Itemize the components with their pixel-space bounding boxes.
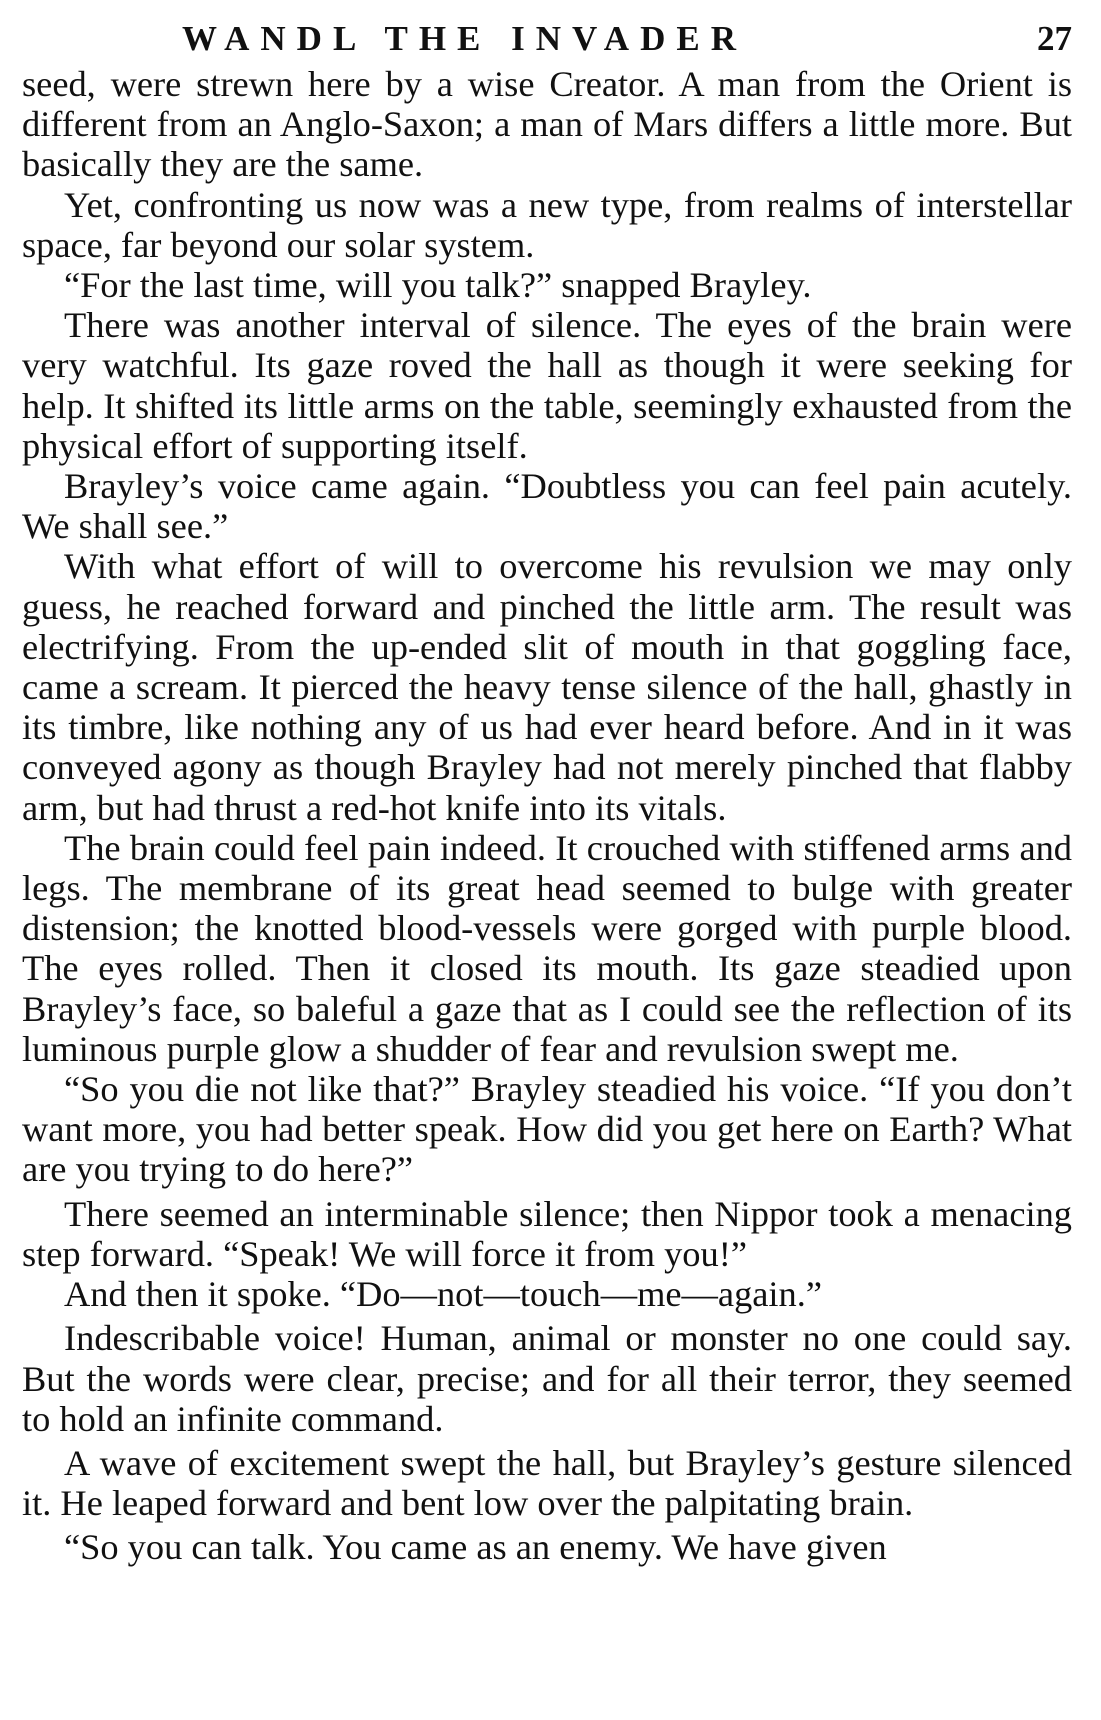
paragraph-8: “So you die not like that?” Brayley steadied his voice. “If you don’t want more, you had better speak. How did you get here on Earth? What are you trying to do here?” [22,1069,1072,1190]
body-text [22,64,1072,1568]
paragraph-9: There seemed an interminable silence; then Nippor took a menacing step forward. “Speak! We will force it from you!” [22,1193,1072,1274]
paragraph-12: A wave of excitement swept the hall, but Brayley’s gesture silenced it. He leaped forward and bent low over the palpitating brain. [22,1442,1072,1524]
book-page [22,14,1072,1568]
paragraph-1: seed, were strewn here by a wise Creator. A man from the Orient is different from an Anglo-Saxon; a man of Mars differs a little more. But basically they are the same. [22,64,1072,185]
paragraph-10: And then it spoke. “Do—not—touch—me—again.” [64,1274,822,1315]
running-head [22,14,1072,64]
paragraph-13: “So you can talk. You came as an enemy. We have given [64,1527,887,1568]
paragraph-3: “For the last time, will you talk?” snapped Brayley. [64,265,812,306]
paragraph-6: With what effort of will to overcome his revulsion we may only guess, he reached forward and pinched the little arm. The result was electrifying. From the up-ended slit of mouth in that goggling face, came a scream. It pierced the heavy tense silence of the hall, ghastly in its timbre, like nothing any of us had ever heard before. And in it was conveyed agony as though Brayley had not merely pinched that flabby arm, but had thrust a red-hot knife into its vitals. [22,546,1072,828]
paragraph-4: There was another interval of silence. The eyes of the brain were very watchful. Its gaze roved the hall as though it were seeking for help. It shifted its little arms on the table, seemingly exhausted from the physical effort of supporting itself. [22,305,1072,466]
page-number: 27 [1037,19,1072,58]
paragraph-2: Yet, confronting us now was a new type, from realms of interstellar space, far beyond our solar system. [22,184,1072,265]
running-title: WANDL THE INVADER [182,19,747,58]
paragraph-11: Indescribable voice! Human, animal or monster no one could say. But the words were clear, precise; and for all their terror, they seemed to hold an infinite command. [22,1318,1072,1439]
paragraph-7: The brain could feel pain indeed. It crouched with stiffened arms and legs. The membrane of its great head seemed to bulge with greater distension; the knotted blood-vessels were gorged with purple blood. The eyes rolled. Then it closed its mouth. Its gaze steadied upon Brayley’s face, so baleful a gaze that as I could see the reflection of its luminous purple glow a shudder of fear and revulsion swept me. [22,827,1072,1069]
paragraph-5: Brayley’s voice came again. “Doubtless you can feel pain acutely. We shall see.” [22,466,1072,547]
